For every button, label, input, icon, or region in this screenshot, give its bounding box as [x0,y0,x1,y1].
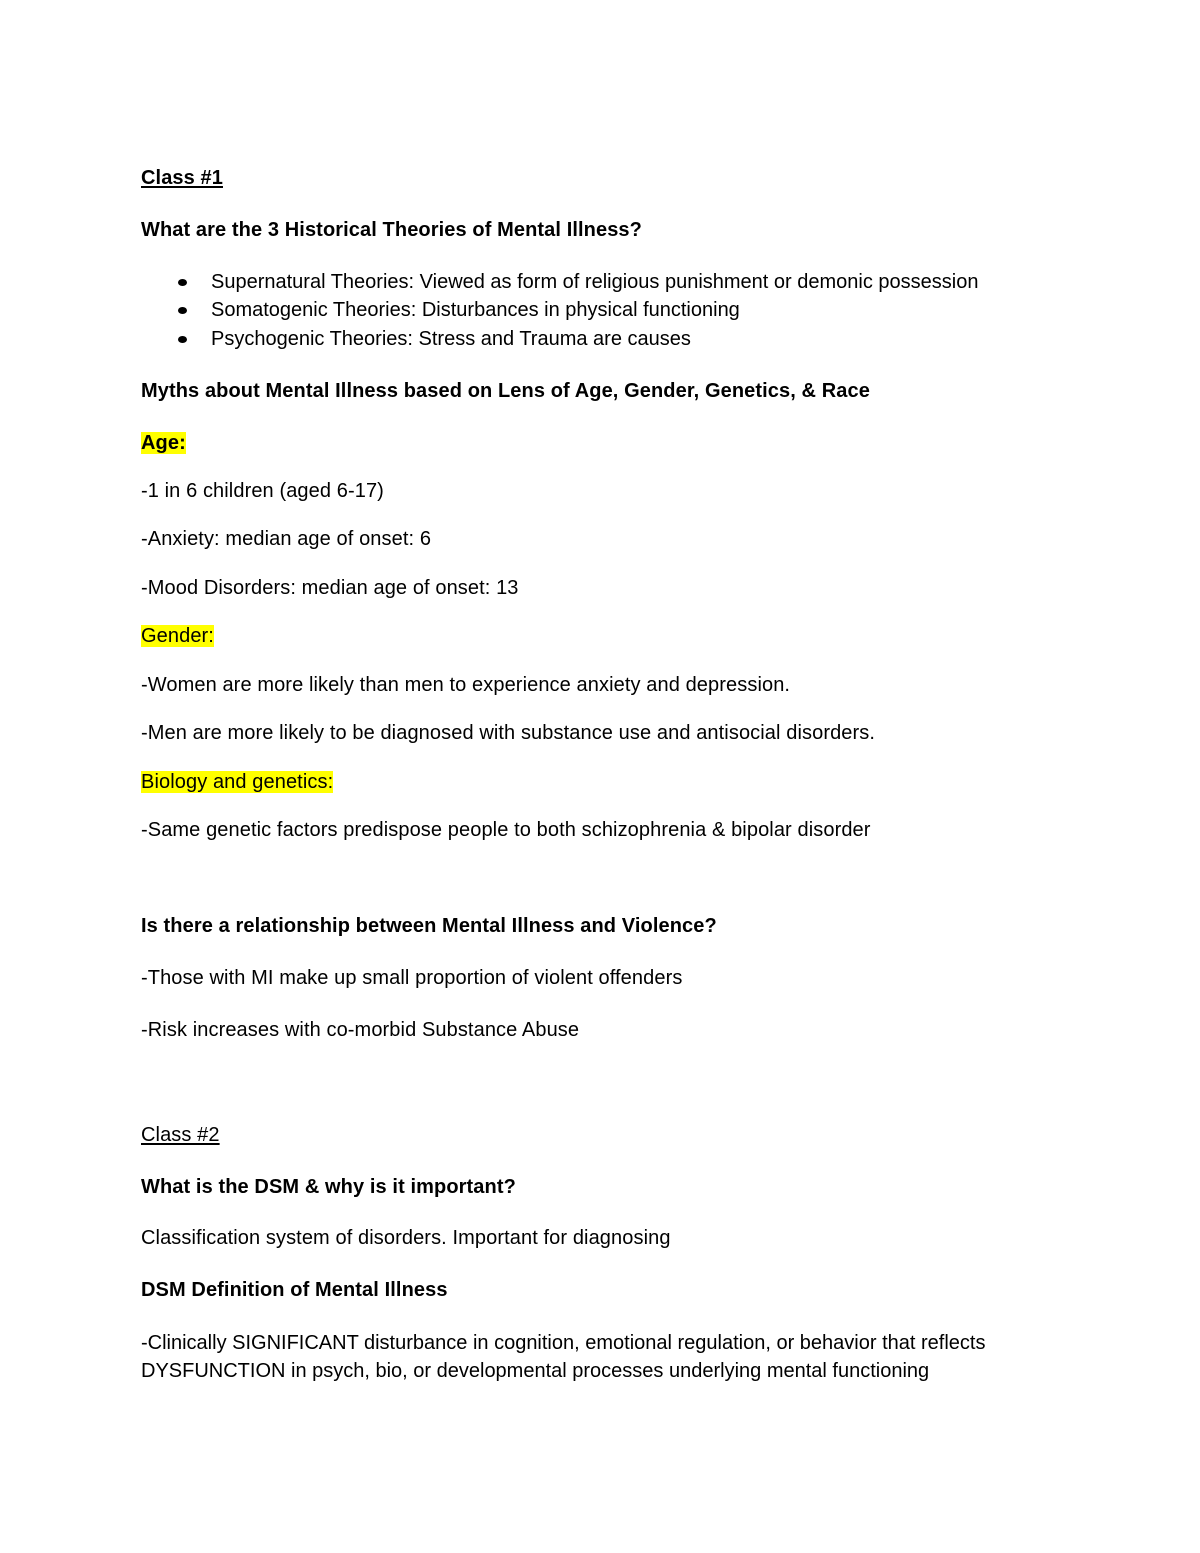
age-label [141,431,186,455]
age-point: -Mood Disorders: median age of onset: 13 [141,577,519,599]
myths-heading: Myths about Mental Illness based on Lens of Age, Gender, Genetics, & Race [141,380,870,402]
bio-label-text: Biology and genetics: [141,771,334,793]
list-item-text: Psychogenic Theories: Stress and Trauma are causes [211,328,691,350]
gender-label-text: Gender: [141,625,214,647]
list-item-text: Somatogenic Theories: Disturbances in physical functioning [211,299,740,321]
gender-point: -Women are more likely than men to experience anxiety and depression. [141,674,791,696]
age-point: -Anxiety: median age of onset: 6 [141,528,432,550]
violence-heading: Is there a relationship between Mental Illness and Violence? [141,915,717,937]
bullet-icon [178,279,187,286]
dsm-question: What is the DSM & why is it important? [141,1176,516,1198]
gender-point: -Men are more likely to be diagnosed with substance use and antisocial disorders. [141,722,876,744]
bio-point: -Same genetic factors predispose people to both schizophrenia & bipolar disorder [141,819,871,841]
dsm-answer: Classification system of disorders. Important for diagnosing [141,1227,671,1249]
theories-question: What are the 3 Historical Theories of Mental Illness? [141,219,642,241]
class2-heading: Class #2 [141,1124,220,1146]
age-point: -1 in 6 children (aged 6-17) [141,480,384,502]
dsm-definition-text: -Clinically SIGNIFICANT disturbance in cognition, emotional regulation, or behavior that reflects DYSFUNCTION in psych, bio, or developmental processes underlying mental functioning [141,1332,986,1382]
violence-point: -Risk increases with co-morbid Substance Abuse [141,1019,580,1041]
bullet-icon [178,336,187,343]
list-item-text: Supernatural Theories: Viewed as form of religious punishment or demonic possession [211,271,979,293]
violence-point: -Those with MI make up small proportion of violent offenders [141,967,683,989]
dsm-definition-heading: DSM Definition of Mental Illness [141,1279,448,1301]
bullet-icon [178,307,187,314]
bio-label [141,770,333,794]
age-label-text: Age: [141,432,186,454]
class1-heading: Class #1 [141,167,223,189]
gender-label [141,624,214,648]
